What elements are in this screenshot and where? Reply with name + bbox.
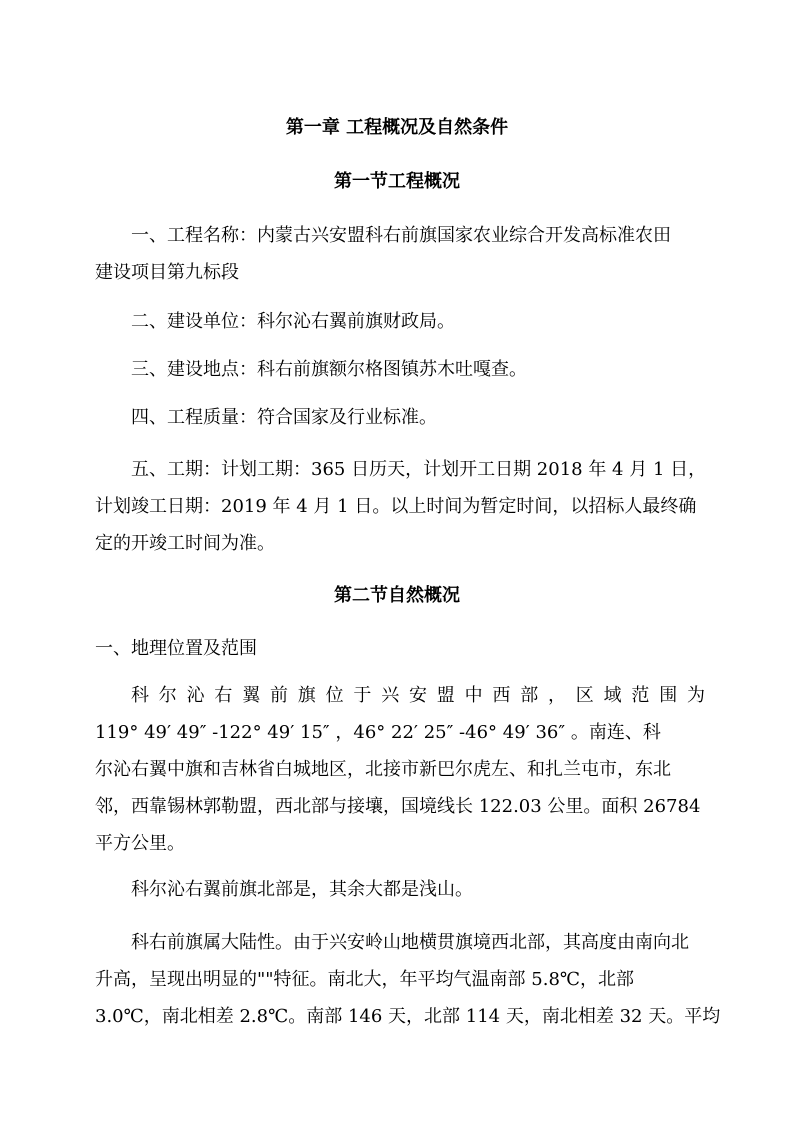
paragraph-line: 邻，西靠锡林郭勒盟，西北部与接壤，国境线长 122.03 公里。面积 26784	[95, 796, 701, 817]
paragraph-line: 四、工程质量：符合国家及行业标准。	[131, 407, 437, 428]
paragraph-line: 科尔沁右翼前旗北部是，其余大都是浅山。	[131, 879, 473, 900]
paragraph-line: 一、地理位置及范围	[95, 638, 257, 659]
construction-unit-paragraph	[95, 303, 705, 340]
paragraph-line: 科尔沁右翼前旗位于兴安盟中西部，区域范围为	[131, 685, 705, 706]
subheading-geography	[95, 630, 705, 667]
section-title-natural-overview: 第二节自然概况	[334, 585, 460, 606]
paragraph-line: 3.0℃，南北相差 2.8℃。南部 146 天，北部 114 天，南北相差 32 天。平均	[95, 1006, 721, 1027]
paragraph-line: 计划竣工日期：2019 年 4 月 1 日。以上时间为暂定时间，以招标人最终确	[95, 496, 697, 517]
paragraph-line: 升高，呈现出明显的""特征。南北大，年平均气温南部 5.8℃，北部	[95, 969, 635, 990]
paragraph-line: 定的开竣工时间为准。	[95, 533, 275, 554]
paragraph-line: 建设项目第九标段	[95, 262, 239, 283]
paragraph-line: 平方公里。	[95, 833, 185, 854]
construction-site-paragraph	[95, 351, 705, 388]
paragraph-line: 119° 49′ 49″ -122° 49′ 15″ ，46° 22′ 25″ -46° 49′ 36″ 。南连、科	[95, 722, 661, 743]
geography-paragraph	[95, 677, 705, 862]
project-schedule-paragraph	[95, 451, 705, 562]
paragraph-line: 五、工期：计划工期：365 日历天，计划开工日期 2018 年 4 月 1 日，	[131, 459, 707, 480]
paragraph-line: 二、建设单位：科尔沁右翼前旗财政局。	[131, 311, 455, 332]
paragraph-line: 三、建设地点：科右前旗额尔格图镇苏木吐嘎查。	[131, 359, 527, 380]
section-title-project-overview: 第一节工程概况	[334, 171, 460, 192]
paragraph-line: 一、工程名称：内蒙古兴安盟科右前旗国家农业综合开发高标准农田	[131, 225, 671, 246]
project-name-paragraph	[95, 217, 705, 291]
chapter-title: 第一章 工程概况及自然条件	[285, 117, 509, 138]
climate-paragraph	[95, 924, 721, 1035]
project-quality-paragraph	[95, 399, 705, 436]
terrain-paragraph	[95, 871, 705, 908]
paragraph-line: 科右前旗属大陆性。由于兴安岭山地横贯旗境西北部，其高度由南向北	[131, 932, 689, 953]
paragraph-line: 尔沁右翼中旗和吉林省白城地区，北接市新巴尔虎左、和扎兰屯市，东北	[95, 759, 671, 780]
